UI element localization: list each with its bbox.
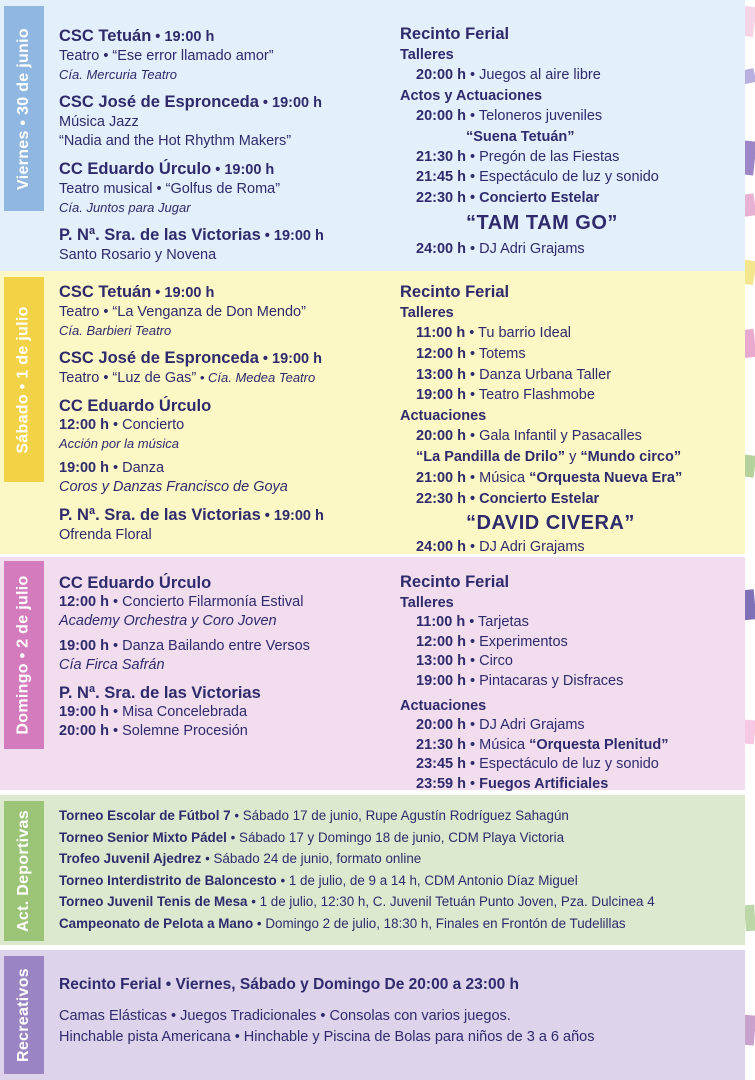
- friday-recinto: [400, 23, 730, 260]
- saturday-tab: [4, 277, 44, 482]
- schedule-item: 19:00 h • Teatro Flashmobe: [416, 387, 595, 404]
- recreativos-line: Camas Elásticas • Juegos Tradicionales • Consolas con varios juegos.: [59, 1008, 511, 1024]
- recinto-title: Recinto Ferial: [400, 283, 510, 301]
- friday-tab-label: Viernes • 30 de junio: [15, 27, 33, 190]
- talleres-heading: Talleres: [400, 47, 454, 63]
- schedule-item: 23:59 h • Fuegos Artificiales: [416, 775, 609, 792]
- venue-title: CC Eduardo Úrculo: [59, 397, 212, 415]
- venue-title: CC Eduardo Úrculo: [59, 574, 212, 592]
- event-text: Música Jazz: [59, 114, 139, 130]
- schedule-item: 21:00 h • Música “Orquesta Nueva Era”: [416, 469, 683, 486]
- sports-row: Trofeo Juvenil Ajedrez • Sábado 24 de junio, formato online: [59, 851, 422, 867]
- recinto-title: Recinto Ferial: [400, 573, 510, 591]
- friday-tab: [4, 6, 44, 211]
- event-text: 19:00 h • Danza: [59, 460, 165, 476]
- schedule-item: 21:30 h • Pregón de las Fiestas: [416, 148, 620, 165]
- schedule-item: 11:00 h • Tarjetas: [416, 614, 529, 630]
- actuaciones-heading: Actuaciones: [400, 698, 487, 714]
- schedule-item: 24:00 h • DJ Adri Grajams: [416, 240, 585, 257]
- sunday-tab-label: Domingo • 2 de julio: [15, 575, 32, 735]
- talleres-heading: Talleres: [400, 305, 454, 321]
- schedule-item: 22:30 h • Concierto Estelar: [416, 190, 600, 207]
- sports-row: Torneo Juvenil Tenis de Mesa • 1 de julio, 12:30 h, C. Juvenil Tetuán Punto Joven, Pza. Dulcinea 4: [59, 894, 655, 910]
- headliner: “DAVID CIVERA”: [466, 512, 635, 535]
- event-text: 19:00 h • Danza Bailando entre Versos: [59, 638, 310, 654]
- confetti-shape: [744, 905, 755, 932]
- saturday-venues: [59, 280, 394, 545]
- schedule-item: 20:00 h • Teloneros juveniles: [416, 107, 603, 124]
- actuaciones-heading: Actuaciones: [400, 408, 487, 425]
- sunday-tab: [4, 561, 44, 749]
- schedule-item: 21:30 h • Música “Orquesta Plenitud”: [416, 736, 669, 753]
- event-text: Santo Rosario y Novena: [59, 247, 217, 263]
- venue-title: P. Nª. Sra. de las Victorias • 19:00 h: [59, 226, 324, 244]
- recreativos-section: [0, 950, 745, 1080]
- company-text: Cía. Juntos para Jugar: [59, 200, 191, 215]
- schedule-item: 24:00 h • DJ Adri Grajams: [416, 539, 585, 556]
- company-text: Cía Firca Safrán: [59, 657, 165, 673]
- sports-row: Torneo Interdistrito de Baloncesto • 1 de julio, de 9 a 14 h, CDM Antonio Díaz Miguel: [59, 872, 578, 888]
- schedule-item: 23:45 h • Espectáculo de luz y sonido: [416, 756, 659, 772]
- schedule-item: 19:00 h • Pintacaras y Disfraces: [416, 672, 624, 689]
- company-text: Acción por la música: [59, 436, 179, 451]
- highlight-quote: “La Pandilla de Drilo” y “Mundo circo”: [416, 448, 682, 465]
- sports-list: [59, 805, 743, 935]
- venue-title: CSC Tetuán • 19:00 h: [59, 27, 215, 45]
- schedule-item: 13:00 h • Danza Urbana Taller: [416, 366, 612, 383]
- friday-section: [0, 0, 745, 271]
- sports-row: Torneo Senior Mixto Pádel • Sábado 17 y Domingo 18 de junio, CDM Playa Victoria: [59, 829, 565, 845]
- event-text: “Nadia and the Hot Rhythm Makers”: [59, 133, 292, 149]
- talleres-heading: Talleres: [400, 595, 454, 611]
- sunday-section: [0, 557, 745, 790]
- schedule-item: 11:00 h • Tu barrio Ideal: [416, 325, 571, 341]
- saturday-section: [0, 271, 745, 554]
- highlight-quote: “Suena Tetuán”: [466, 128, 575, 145]
- company-text: Coros y Danzas Francisco de Goya: [59, 479, 288, 495]
- sunday-recinto: [400, 571, 730, 794]
- recreativos-line: Hinchable pista Americana • Hinchable y Piscina de Bolas para niños de 3 a 6 años: [59, 1029, 595, 1045]
- recinto-title: Recinto Ferial: [400, 25, 510, 43]
- event-text: 19:00 h • Misa Concelebrada: [59, 704, 248, 720]
- sports-row: Torneo Escolar de Fútbol 7 • Sábado 17 de junio, Rupe Agustín Rodríguez Sahagún: [59, 808, 569, 823]
- saturday-recinto: [400, 281, 745, 558]
- venue-title: CSC José de Espronceda • 19:00 h: [59, 349, 323, 367]
- event-text: 12:00 h • Concierto: [59, 417, 185, 433]
- headliner: “TAM TAM GO”: [466, 211, 618, 234]
- venue-title: CSC Tetuán • 19:00 h: [59, 283, 215, 301]
- recreativos-content: [59, 974, 743, 1048]
- company-text: Academy Orchestra y Coro Joven: [59, 613, 277, 629]
- event-text: Teatro • “Ese error llamado amor”: [59, 48, 274, 64]
- event-text: 12:00 h • Concierto Filarmonía Estival: [59, 594, 304, 610]
- actos-heading: Actos y Actuaciones: [400, 87, 543, 104]
- sports-row: Campeonato de Pelota a Mano • Domingo 2 de julio, 18:30 h, Finales en Frontón de Tudelillas: [59, 915, 626, 931]
- schedule-item: 20:00 h • DJ Adri Grajams: [416, 717, 585, 733]
- venue-title: CC Eduardo Úrculo • 19:00 h: [59, 160, 275, 178]
- event-text: Teatro • “Luz de Gas” • Cía. Medea Teatro: [59, 370, 316, 386]
- schedule-item: 22:30 h • Concierto Estelar: [416, 490, 600, 507]
- schedule-item: 20:00 h • Gala Infantil y Pasacalles: [416, 428, 642, 445]
- venue-title: P. Nª. Sra. de las Victorias: [59, 684, 261, 702]
- sports-section: [0, 795, 745, 945]
- recreativos-title: Recinto Ferial • Viernes, Sábado y Domingo De 20:00 a 23:00 h: [59, 976, 519, 993]
- venue-title: CSC José de Espronceda • 19:00 h: [59, 93, 323, 111]
- schedule-item: 13:00 h • Circo: [416, 653, 513, 669]
- company-text: Cía. Mercuria Teatro: [59, 67, 178, 82]
- event-text: Teatro musical • “Golfus de Roma”: [59, 181, 281, 197]
- sunday-venues: [59, 571, 394, 741]
- recreativos-tab-label: Recreativos: [15, 967, 32, 1063]
- company-text: Cía. Barbieri Teatro: [59, 323, 172, 338]
- event-text: Teatro • “La Venganza de Don Mendo”: [59, 304, 306, 320]
- schedule-item: 20:00 h • Juegos al aire libre: [416, 67, 601, 83]
- schedule-item: 12:00 h • Totems: [416, 345, 526, 362]
- event-text: 20:00 h • Solemne Procesión: [59, 723, 248, 739]
- schedule-item: 21:45 h • Espectáculo de luz y sonido: [416, 169, 659, 186]
- event-text: Ofrenda Floral: [59, 527, 152, 543]
- recreativos-tab: [4, 956, 44, 1074]
- sports-tab-label: Act. Deportivas: [15, 810, 32, 932]
- friday-venues: [59, 24, 394, 265]
- venue-title: P. Nª. Sra. de las Victorias • 19:00 h: [59, 506, 324, 524]
- sports-tab: [4, 801, 44, 941]
- schedule-item: 12:00 h • Experimentos: [416, 633, 568, 650]
- saturday-tab-label: Sábado • 1 de julio: [15, 305, 33, 454]
